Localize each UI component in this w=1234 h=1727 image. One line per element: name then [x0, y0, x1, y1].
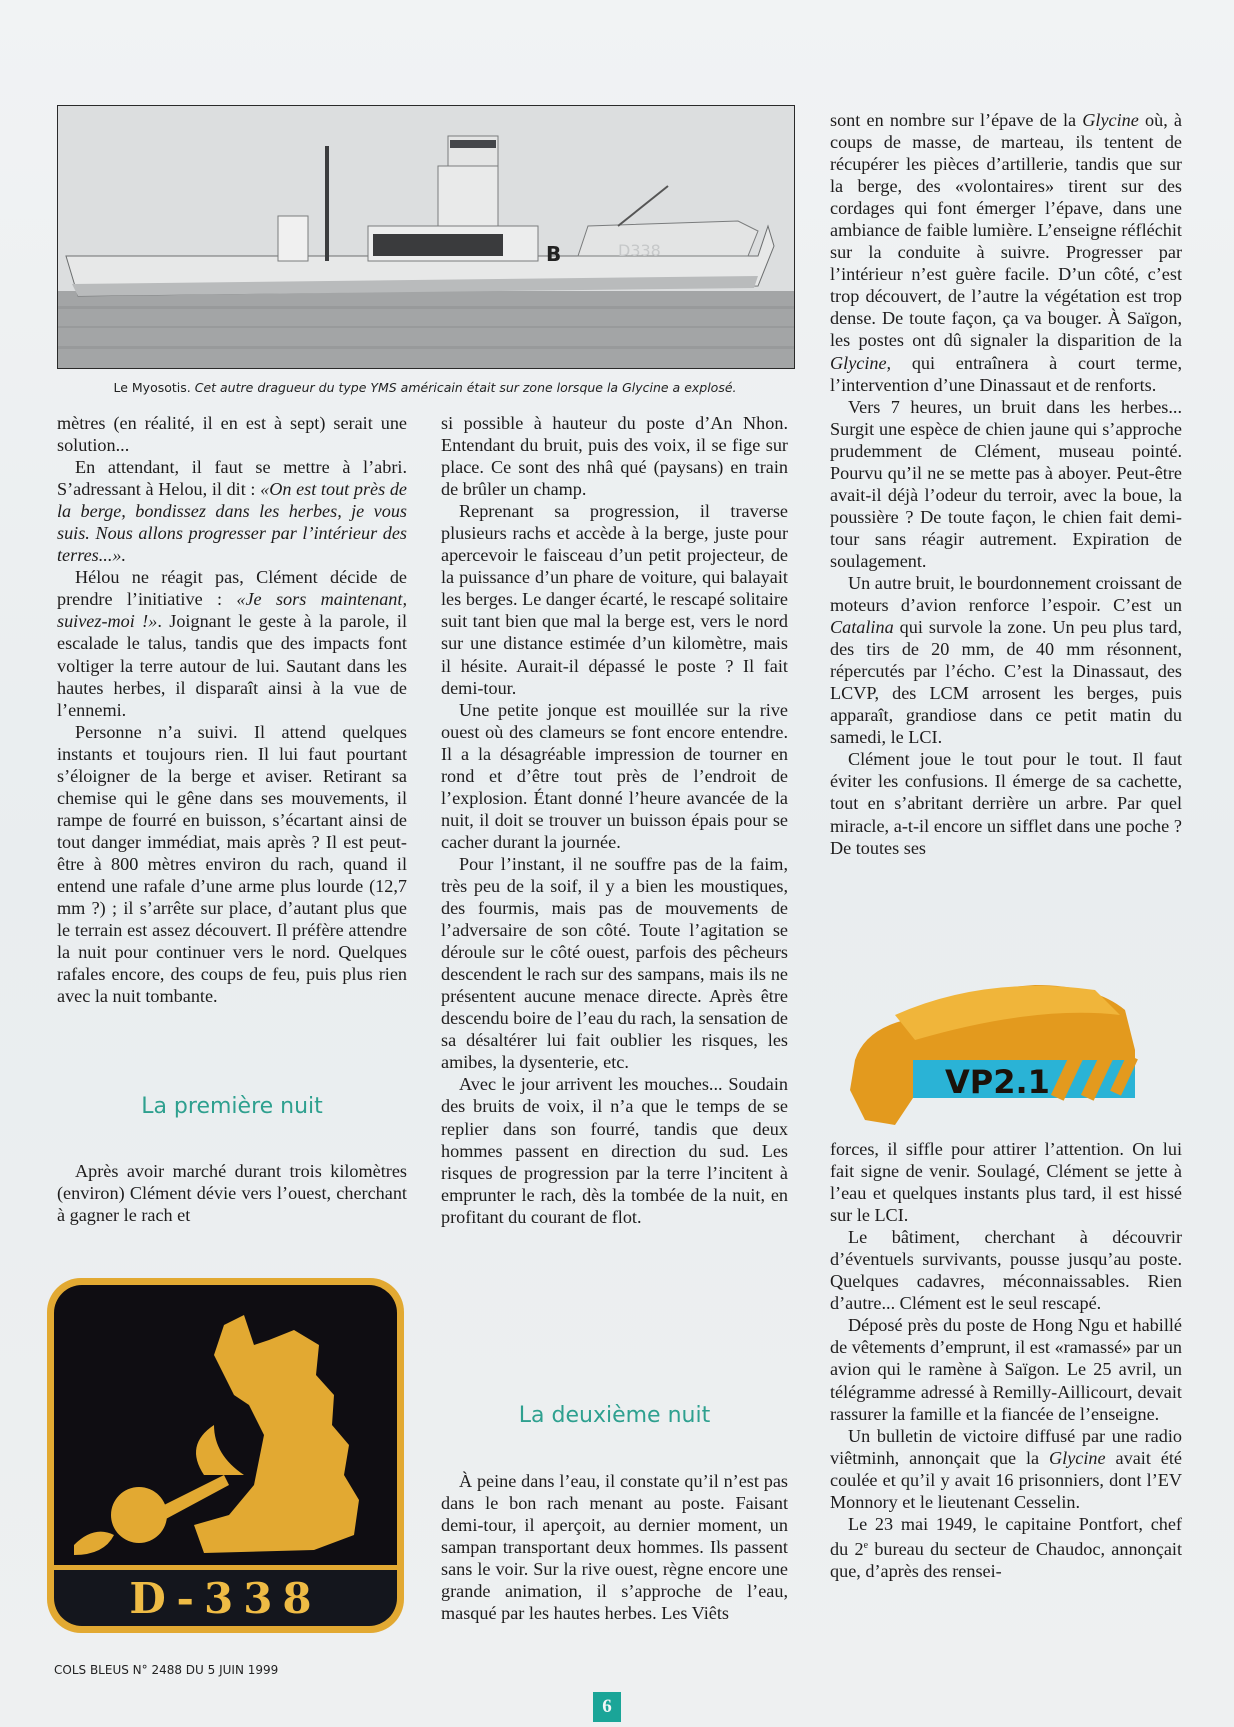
column-1	[57, 412, 407, 1007]
paragraph: sont en nombre sur l’épave de la Glycine où, à coups de masse, de marteau, ils tentent de récupérer les pièces d’artillerie, tandis que sur la berge, des «volontaires» tirent sur des cordages qui font émerger l’épave, dans une ambiance de faible lumière. L’enseigne réfléchit sur la conduite à suivre. Progresser par l’intérieur n’est guère facile. D’un côté, c’est trop découvert, de l’autre la végétation est trop dense. De toute façon, ça va bouger. À Saïgon, les postes ont dû signaler la disparition de la Glycine, qui entraînera à court terme, l’intervention d’une Dinassaut et de renforts.	[830, 110, 1182, 395]
paragraph: forces, il siffle pour attirer l’attention. On lui fait signe de venir. Soulagé, Clément se jette à l’eau et quelques instants plus tard, il est hissé sur le LCI.	[830, 1139, 1182, 1226]
paragraph: Une petite jonque est mouillée sur la rive ouest où des clameurs se font encore entendre. Il a la désagréable impression de tourner en rond et d’être tout près de l’endroit de l’explosion. Étant donné l’heure avancée de la nuit, il doit se trouver un buisson épais pour se cacher durant la journée.	[441, 699, 788, 852]
quote: «On est tout près de la berge, bondissez dans les herbes, je vous suis. Nous allons progresser par l’intérieur des terres...».	[57, 479, 407, 566]
paragraph: Personne n’a suivi. Il attend quelques instants et toujours rien. Il lui faut pourtant s’éloigner de la berge et aviser. Retirant sa chemise qui le gêne dans ses mouvements, il rampe de fourré en buisson, s’écartant ainsi de tout danger immédiat, mais après ? Il est peut-être à 800 mètres environ du rach, quand il entend une rafale d’une arme plus lourde (12,7 mm ?) ; il s’arrête sur place, d’autant plus que le terrain est assez découvert. Il préfère attendre la nuit pour continuer vers le nord. Quelques rafales encore, des coups de feu, puis plus rien avec la nuit tombante.	[57, 721, 407, 1007]
publication-footer: COLS BLEUS N° 2488 DU 5 JUIN 1999	[54, 1663, 279, 1677]
paragraph: En attendant, il faut se mettre à l’abri. S’adressant à Helou, il dit : «On est tout près de la berge, bondissez dans les herbes, je vous suis. Nous allons progresser par l’intérieur des terres...».	[57, 457, 407, 566]
ship-photo	[57, 105, 795, 369]
paragraph: Après avoir marché durant trois kilomètres (environ) Clément dévie vers l’ouest, cherchant à gagner le rach et	[57, 1161, 407, 1226]
paragraph: Le bâtiment, cherchant à découvrir d’éventuels survivants, pousse jusqu’au poste. Quelques cadavres, méconnaissables. Rien d’autre... Clément est le seul rescapé.	[830, 1227, 1182, 1314]
quote: «Je sors maintenant, suivez-moi !»	[57, 589, 407, 632]
paragraph: mètres (en réalité, il en est à sept) serait une solution...	[57, 413, 407, 456]
mermaid-emblem	[54, 1285, 397, 1565]
paragraph: Reprenant sa progression, il traverse plusieurs rachs et accède à la berge, juste pour apercevoir le faisceau d’un petit projecteur, de la puissance d’un phare de voiture, qui balayait les berges. Le danger écarté, le rescapé solitaire suit tant bien que mal la berge est, vers le nord sur une distance estimée d’un kilomètre, mais il hésite. Aurait-il dépassé le poste ? Il fait demi-tour.	[441, 501, 788, 698]
column-3-continued	[830, 1138, 1182, 1582]
section-heading-second-night: La deuxième nuit	[518, 1403, 711, 1428]
hull-number: D338	[618, 241, 661, 260]
paragraph: Hélou ne réagit pas, Clément décide de prendre l’initiative : «Je sors maintenant, suivez-moi !». Joignant le geste à la parole, il escalade le talus, tandis que des impacts font voltiger la terre autour de lui. Sautant dans les hautes herbes, il disparaît ainsi à la vue de l’ennemi.	[57, 567, 408, 720]
caption-text: Cet autre dragueur du type YMS américain était sur zone lorsque la Glycine a explosé.	[194, 380, 737, 395]
badge-label: D-338	[129, 1574, 322, 1623]
section-heading-first-night: La première nuit	[141, 1094, 323, 1119]
paragraph: Un autre bruit, le bourdonnement croissant de moteurs d’avion renforce l’espoir. C’est un Catalina qui survole la zone. Un peu plus tard, des tirs de 20 mm, de 40 mm résonnent, répercutés par l’écho. C’est la Dinassaut, des LCVP, des LCM arrosent les berges, puis apparaît, grandiose dans ce petit matin du samedi, le LCI.	[830, 572, 1182, 748]
paragraph: si possible à hauteur du poste d’An Nhon. Entendant du bruit, puis des voix, il se fige sur place. Ce sont des nhâ qué (paysans) en train de brûler un champ.	[441, 413, 788, 500]
ship-illustration	[58, 106, 794, 368]
column-2	[441, 412, 788, 1228]
paragraph: Vers 7 heures, un bruit dans les herbes... Surgit une espèce de chien jaune qui s’approche prudemment de Clément, museau pointé. Pourvu qu’il ne se mette pas à aboyer. Peut-être avait-il déjà l’odeur du terroir, avec la boue, la poussière ? De toute façon, le chien fait demi-tour sans réagir autrement. Expiration de soulagement.	[830, 396, 1182, 571]
column-1-continued	[57, 1160, 407, 1226]
column-3	[830, 109, 1182, 859]
panther-pin-image	[835, 960, 1165, 1130]
paragraph: À peine dans l’eau, il constate qu’il n’est pas dans le bon rach menant au poste. Faisant demi-tour, il aperçoit, au dernier moment, un sampan transportant deux hommes. Ils passent sans le voir. Sur la rive ouest, règne encore une grande animation, il s’approche de l’eau, masqué par les hautes herbes. Les Viêts	[441, 1471, 788, 1624]
photo-caption	[57, 380, 793, 395]
paragraph: Un bulletin de victoire diffusé par une radio viêtminh, annonçait que la Glycine avait été coulée et qu’il y avait 16 prisonniers, dont l’EV Monnory et le lieutenant Cesselin.	[830, 1425, 1183, 1512]
paragraph: Clément joue le tout pour le tout. Il faut éviter les confusions. Il émerge de sa cachette, tout en s’abritant derrière un arbre. Par quel miracle, a-t-il encore un sifflet dans une poche ? De toutes ses	[830, 749, 1182, 858]
pin-label: VP2.1	[945, 1063, 1050, 1101]
ship-badge	[47, 1278, 404, 1633]
svg-text:B: B	[546, 242, 562, 266]
paragraph: Avec le jour arrivent les mouches... Soudain des bruits de voix, il n’a que le temps de se replier dans son fourré, tandis que deux hommes passent en direction du sud. Les risques de progression par la terre l’incitent à emprunter le rach, dès la tombée de la nuit, en profitant du courant de flot.	[441, 1074, 788, 1227]
page-number: 6	[593, 1692, 621, 1722]
paragraph: Pour l’instant, il ne souffre pas de la faim, très peu de la soif, il y a bien les moustiques, des fourmis, mais pas de mouvements de l’adversaire de son côté. Toute l’agitation se déroule sur le côté ouest, parfois des pêcheurs descendent le rach sur des sampans, mais ils ne présentent aucune menace directe. Après être descendu boire de l’eau du rach, la sensation de sa désaltérer lui fait oublier les risques, les amibes, la dysenterie, etc.	[441, 853, 788, 1073]
paragraph: Déposé près du poste de Hong Ngu et habillé de vêtements d’emprunt, il est «ramassé» par un avion qui le ramène à Saïgon. Le 25 avril, un télégramme adressé à Remilly-Aillicourt, devait rassurer la famille et la fiancée de l’enseigne.	[830, 1315, 1182, 1424]
badge-field	[54, 1285, 397, 1565]
caption-name: Le Myosotis.	[113, 380, 191, 395]
paragraph: Le 23 mai 1949, le capitaine Pontfort, chef du 2e bureau du secteur de Chaudoc, annonçait que, d’après des rensei-	[830, 1513, 1183, 1581]
column-2-continued	[441, 1470, 788, 1624]
